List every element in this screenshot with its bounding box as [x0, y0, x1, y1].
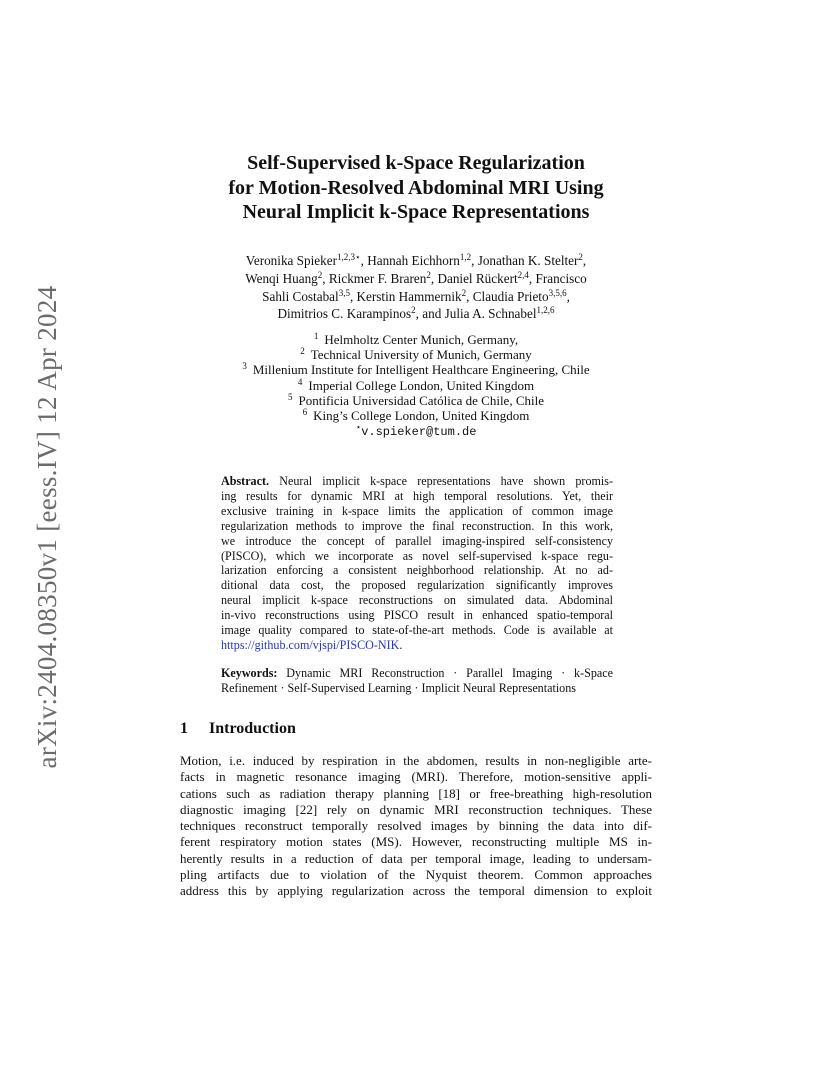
abstract-line: https://github.com/vjspi/PISCO-NIK.: [221, 637, 403, 652]
author-name: Veronika Spieker: [245, 253, 337, 268]
affiliation: [180, 347, 652, 362]
author-name: , Daniel Rückert: [430, 270, 518, 286]
affiliation-text: Technical University of Munich, Germany: [310, 347, 532, 363]
body-line: diagnostic imaging [22] rely on dynamic MRI reconstruction techniques. These: [180, 801, 652, 817]
abstract-line: neural implicit k-space reconstructions on simulated data. Abdominal: [221, 593, 613, 608]
section-title: Introduction: [209, 720, 296, 737]
author-affil: 3,5,6: [548, 287, 567, 298]
keywords: [221, 666, 613, 696]
author-affil: 2: [317, 269, 323, 280]
author-affil: 2: [461, 287, 467, 298]
abstract-line: in-vivo reconstructions using PISCO result in enhanced spatio-temporal: [221, 608, 613, 623]
abstract-label: Abstract.: [221, 474, 270, 488]
body-line: pling artifacts due to violation of the Nyquist theorem. Common approaches: [180, 867, 652, 883]
author-name: ,: [566, 288, 570, 304]
affiliation-number: 1: [313, 331, 319, 341]
affiliation: [180, 332, 652, 347]
body-line: Motion, i.e. induced by respiration in the abdomen, results in non-negligible arte-: [180, 753, 652, 768]
affiliation-number: 5: [287, 391, 293, 402]
abstract-line: ing results for dynamic MRI at high temporal resolutions. Yet, their: [221, 488, 613, 503]
author-affil: 2: [426, 269, 431, 280]
paper-title: [180, 151, 652, 225]
arxiv-identifier: arXiv:2404.08350v1 [eess.IV] 12 Apr 2024: [32, 285, 62, 769]
affiliation: [180, 362, 652, 377]
affiliation-number: 4: [297, 376, 303, 387]
author-affil: 1,2,3⋆: [336, 252, 361, 262]
author-name: , and Julia A. Schnabel: [415, 306, 537, 322]
keywords-line: Refinement · Self-Supervised Learning · Implicit Neural Representations: [221, 680, 576, 695]
author-affil: 1,2,6: [536, 305, 555, 316]
author-name: Sahli Costabal: [262, 288, 339, 304]
author-affil: 2,4: [517, 269, 529, 280]
author-name: Wenqi Huang: [245, 270, 318, 286]
abstract-line: (PISCO), which we incorporate as novel self-supervised k-space regu-: [221, 548, 613, 563]
author-line: [180, 305, 652, 323]
abstract-line: image quality compared to state-of-the-art methods. Code is available at: [221, 623, 613, 638]
section-number: 1: [180, 720, 188, 737]
author-name: , Jonathan K. Stelter: [471, 253, 579, 268]
author-name: , Francisco: [528, 270, 587, 286]
author-list: [180, 252, 652, 323]
abstract-line: ditional data cost, the proposed regularization significantly improves: [221, 578, 613, 593]
title-line: Neural Implicit k-Space Representations: [242, 201, 590, 223]
email-address[interactable]: v.spieker@tum.de: [361, 425, 477, 440]
author-line: [180, 288, 652, 306]
body-line: ferent respiratory motion states (MS). However, reconstructing multiple MS in-: [180, 834, 652, 850]
author-name: , Rickmer F. Braren: [322, 270, 427, 286]
abstract-line: Abstract. Neural implicit k-space representations have shown promis-: [221, 474, 613, 488]
affiliation-text: Pontificia Universidad Católica de Chile, Chile: [298, 392, 544, 408]
author-line: [180, 270, 652, 288]
introduction-text: [180, 753, 652, 900]
affiliation: [180, 408, 652, 423]
body-line: herently results in a reduction of data per temporal image, leading to undersam-: [180, 850, 652, 866]
affiliation-number: 2: [300, 346, 305, 357]
title-line: Self-Supervised k-Space Regularization: [247, 152, 585, 174]
email-marker: ⋆: [355, 422, 362, 433]
affiliation: [180, 378, 652, 393]
affiliation-text: Millenium Institute for Intelligent Healthcare Engineering, Chile: [252, 362, 590, 378]
keywords-label: Keywords:: [221, 666, 278, 680]
abstract: [221, 474, 613, 653]
author-name: , Kerstin Hammernik: [349, 288, 462, 304]
body-line: address this by applying regularization across the temporal dimension to exploit: [180, 883, 652, 899]
author-name: Dimitrios C. Karampinos: [277, 306, 412, 322]
contact-email: [180, 423, 652, 440]
author-affil: 2: [411, 305, 416, 316]
author-name: , Hannah Eichhorn: [360, 253, 460, 268]
body-line: facts in magnetic resonance imaging (MRI). Therefore, motion-sensitive appli-: [180, 769, 652, 785]
affiliation-number: 3: [242, 361, 247, 372]
code-link[interactable]: https://github.com/vjspi/PISCO-NIK: [221, 637, 400, 652]
keywords-line: Keywords: Dynamic MRI Reconstruction · Parallel Imaging · k-Space: [221, 666, 613, 680]
affiliation-list: [180, 332, 652, 440]
abstract-line: exclusive training in k-space limits the application of common image: [221, 503, 613, 518]
title-line: for Motion-Resolved Abdominal MRI Using: [228, 176, 604, 199]
author-affil: 2: [578, 252, 583, 262]
affiliation-text: King’s College London, United Kingdom: [313, 408, 530, 424]
author-name: , Claudia Prieto: [466, 288, 549, 304]
author-affil: 1,2: [459, 252, 472, 262]
affiliation-text: Imperial College London, United Kingdom: [308, 377, 535, 393]
affiliation-text: Helmholtz Center Munich, Germany,: [324, 332, 519, 347]
affiliation: [180, 393, 652, 408]
body-line: cations such as radiation therapy planning [18] or free-breathing high-resolution: [180, 785, 652, 801]
author-line: Veronika Spieker$^{1,2,3⋆}$, Hannah Eichhorn$^{1,2}$, Jonathan K. Stelter$^2$,: [245, 252, 587, 268]
affiliation-number: 6: [302, 407, 308, 418]
body-line: techniques reconstruct temporally resolved images by binning the data into dif-: [180, 818, 652, 834]
section-heading: [180, 720, 296, 738]
abstract-line: we introduce the concept of parallel imaging-inspired self-consistency: [221, 533, 613, 548]
abstract-line: regularization methods to improve the final reconstruction. In this work,: [221, 518, 613, 533]
abstract-line: larization enforcing a consistent neighborhood relationship. At no ad-: [221, 563, 613, 578]
author-affil: 3,5: [338, 287, 350, 298]
